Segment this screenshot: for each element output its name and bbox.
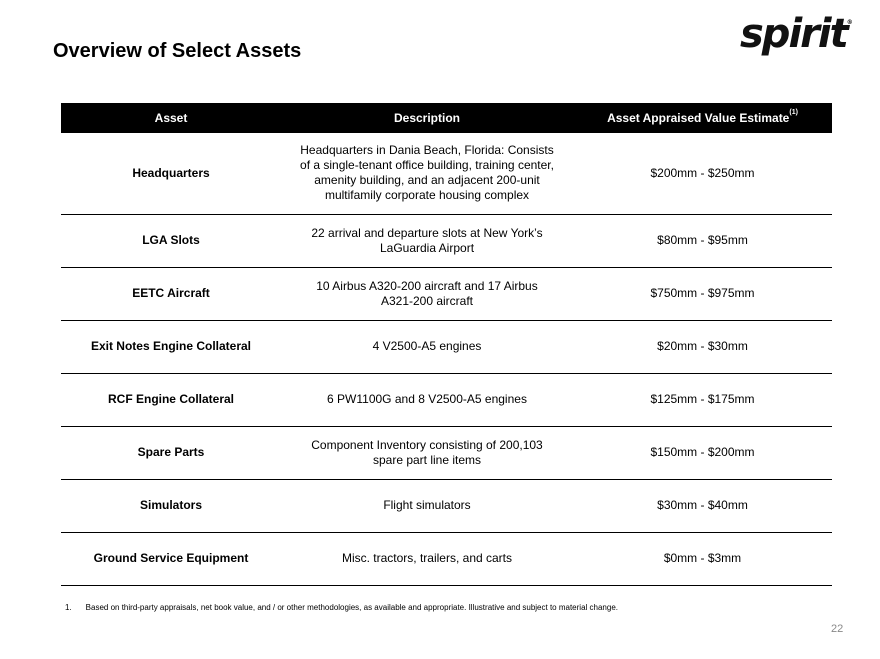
asset-name: RCF Engine Collateral [107, 392, 235, 406]
registered-mark: ® [846, 19, 853, 26]
page-number: 22 [831, 623, 844, 635]
asset-name: Exit Notes Engine Collateral [90, 339, 252, 353]
asset-name: Ground Service Equipment [93, 551, 249, 565]
spirit-logo [740, 11, 853, 57]
table-row [61, 373, 832, 426]
asset-value: $20mm - $30mm [657, 339, 748, 353]
header-value [573, 103, 832, 133]
footnote-text: Based on third-party appraisals, net book value, and / or other methodologies, as available and appropriate. Illustrative and subject to material change. [85, 603, 618, 612]
table-header-row [61, 103, 832, 133]
header-asset: Asset [154, 111, 188, 125]
asset-value: $750mm - $975mm [650, 286, 755, 300]
asset-description: 6 PW1100G and 8 V2500-A5 engines [327, 392, 527, 406]
asset-name: EETC Aircraft [132, 286, 210, 300]
asset-name: Spare Parts [137, 445, 205, 459]
table-row [61, 267, 832, 320]
asset-description: Headquarters in Dania Beach, Florida: Consists of a single-tenant office building, training center, amenity building, and an adjacent 200-unit multifamily corporate housing complex [300, 143, 554, 203]
header-value-label: Asset Appraised Value Estimate [607, 111, 790, 125]
asset-description: Misc. tractors, trailers, and carts [341, 551, 513, 565]
asset-value: $0mm - $3mm [663, 551, 742, 565]
footnote-ref: (1) [789, 109, 798, 116]
page-title: Overview of Select Assets [53, 40, 302, 62]
asset-name: Simulators [139, 498, 202, 512]
table-row [61, 426, 832, 479]
asset-value: $30mm - $40mm [657, 498, 748, 512]
asset-description: 10 Airbus A320-200 aircraft and 17 Airbus A321-200 aircraft [316, 278, 538, 308]
table-row [61, 214, 832, 267]
footnote [65, 603, 618, 612]
table-row [61, 320, 832, 373]
table-row [61, 532, 832, 585]
footnote-number: 1. [65, 603, 72, 612]
asset-description: 4 V2500-A5 engines [372, 339, 482, 353]
table-row [61, 133, 832, 214]
asset-name: LGA Slots [142, 233, 200, 247]
assets-table [61, 103, 832, 586]
logo-text: spirit [740, 11, 847, 57]
asset-value: $150mm - $200mm [650, 445, 755, 459]
asset-description: Flight simulators [383, 498, 471, 512]
asset-value: $80mm - $95mm [657, 233, 748, 247]
asset-description: 22 arrival and departure slots at New York’s LaGuardia Airport [311, 225, 543, 255]
asset-description: Component Inventory consisting of 200,103 spare part line items [311, 437, 543, 467]
asset-value: $200mm - $250mm [650, 165, 755, 180]
asset-value: $125mm - $175mm [650, 392, 755, 406]
asset-name: Headquarters [132, 165, 210, 180]
header-description: Description [393, 111, 460, 125]
table-row [61, 479, 832, 532]
